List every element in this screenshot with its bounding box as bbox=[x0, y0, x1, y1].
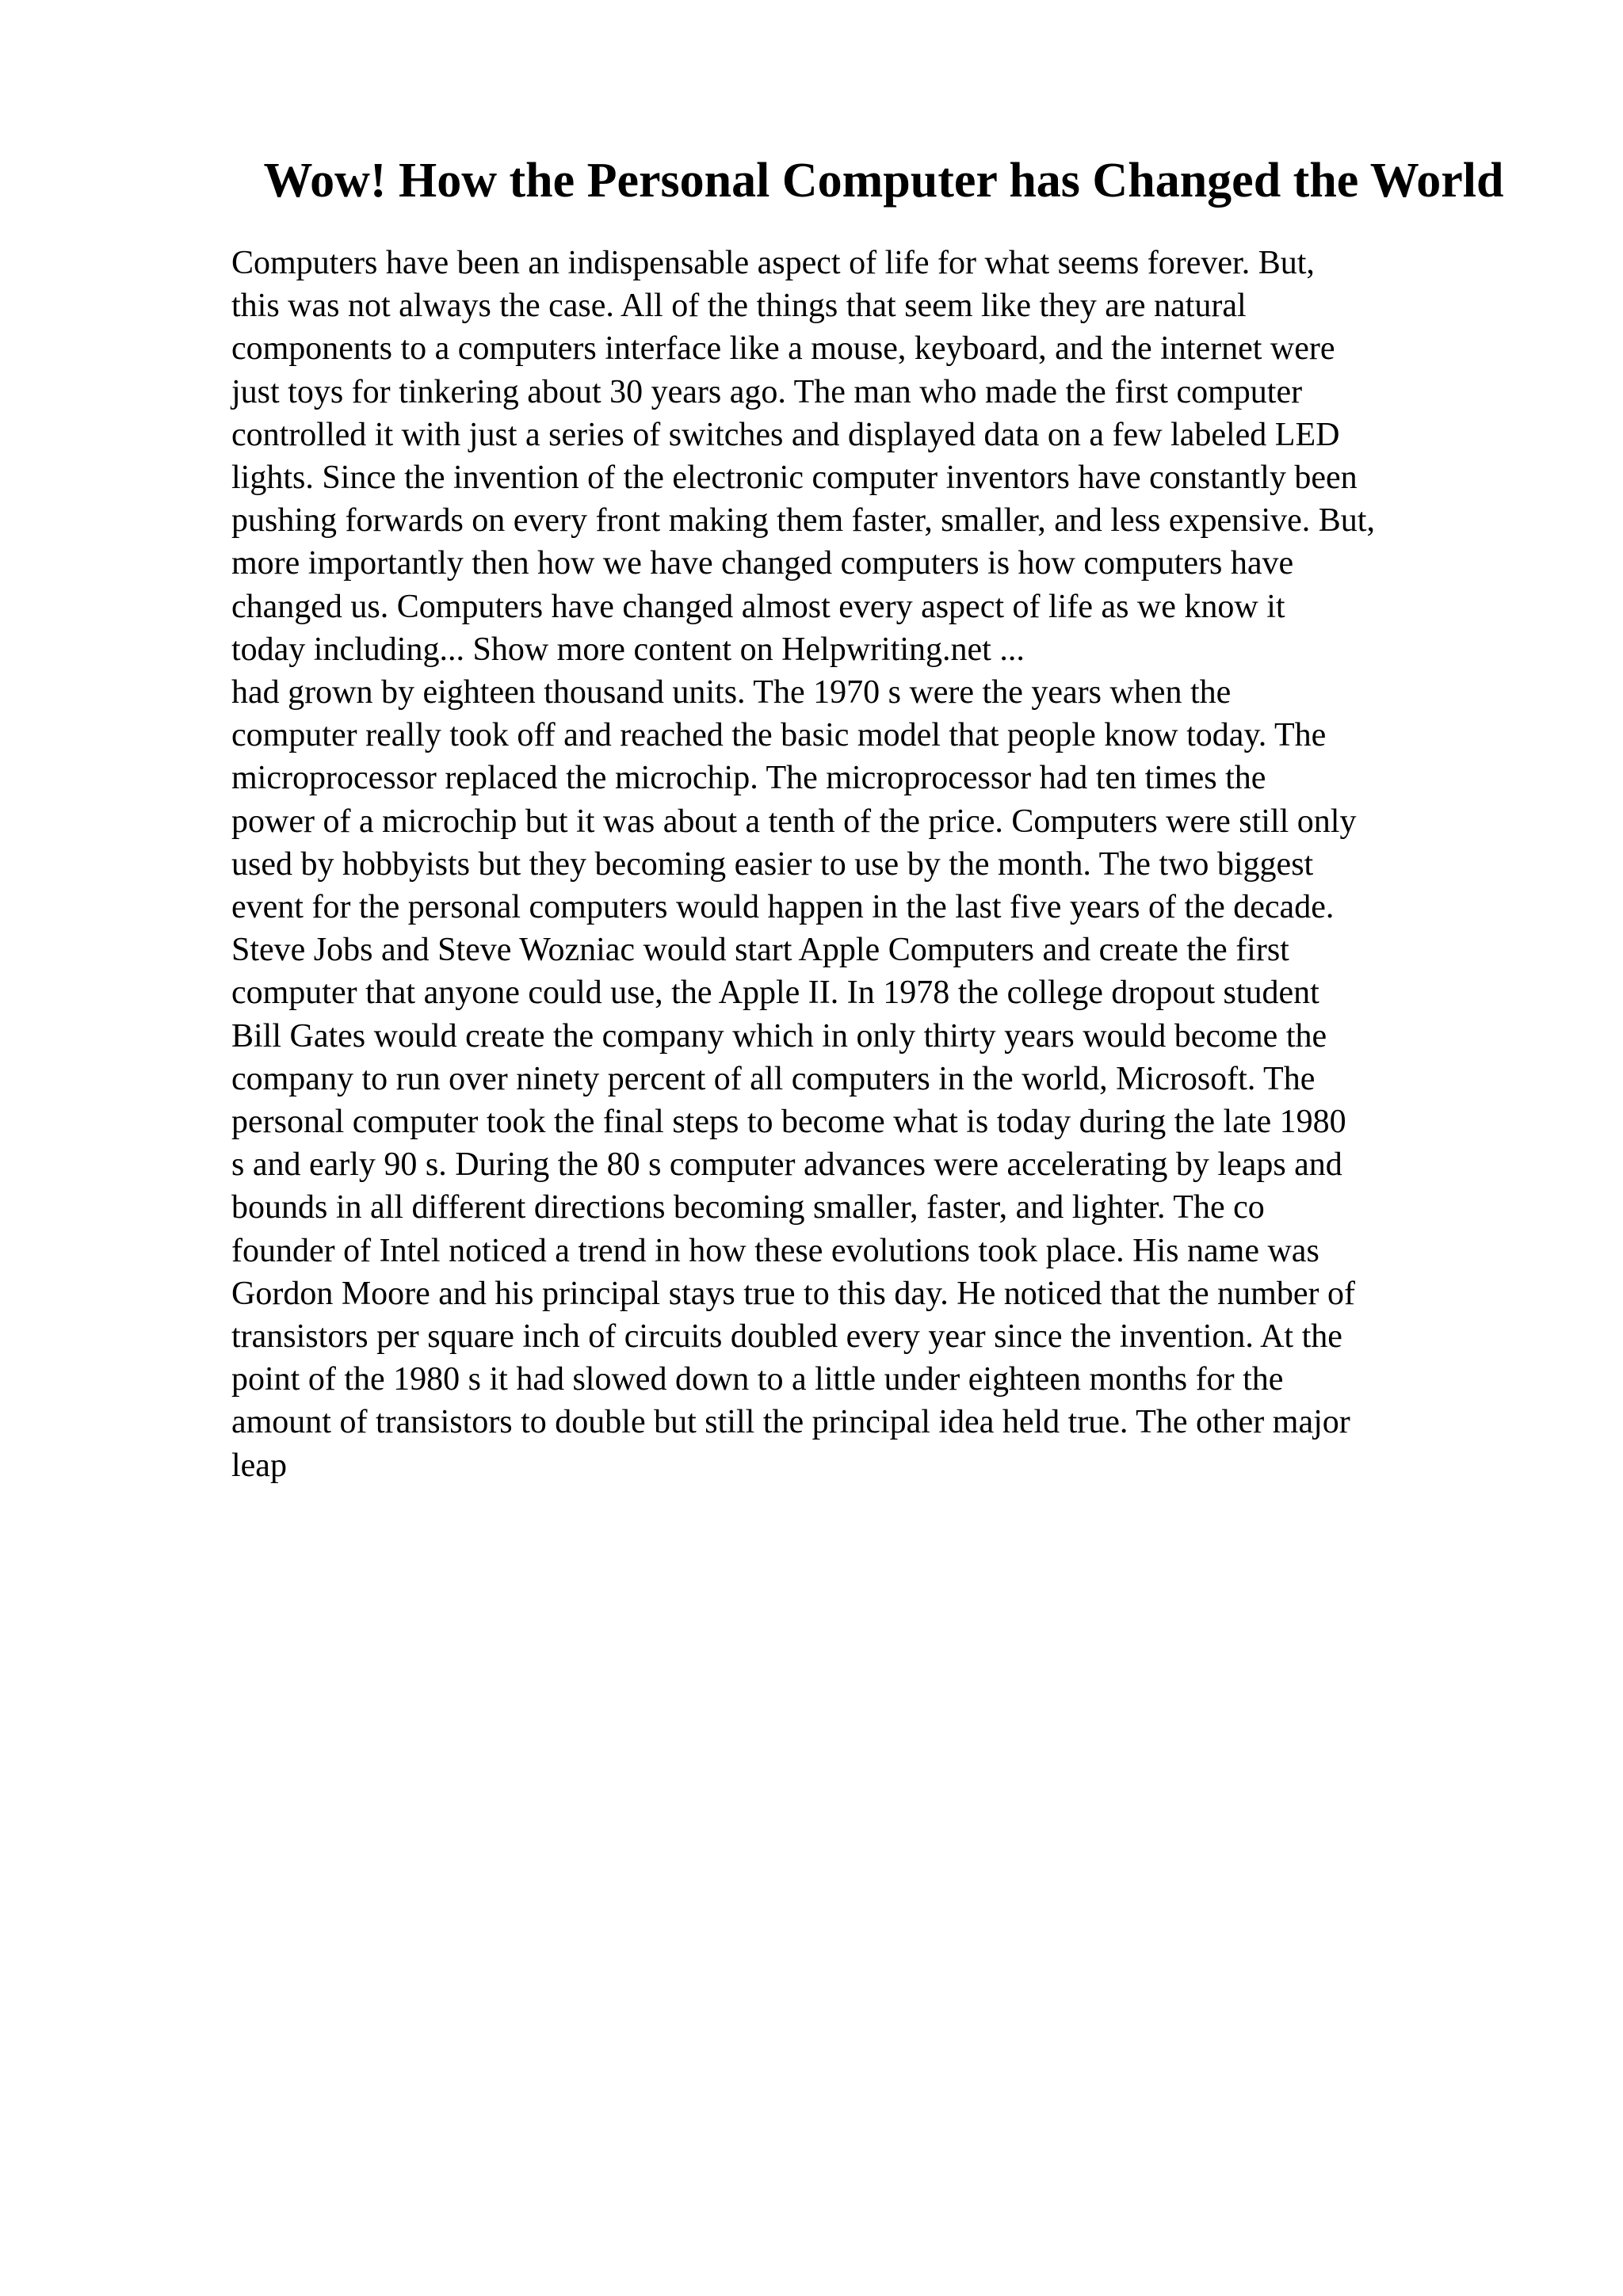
text-line: lights. Since the invention of the electronic computer inventors have constantly been bbox=[231, 460, 1358, 497]
body-text bbox=[231, 242, 1594, 1487]
text-line: this was not always the case. All of the things that seem like they are natural bbox=[231, 288, 1247, 325]
text-line: company to run over ninety percent of all computers in the world, Microsoft. The bbox=[231, 1060, 1316, 1097]
text-line: personal computer took the final steps to become what is today during the late 1980 bbox=[231, 1104, 1346, 1141]
text-line: just toys for tinkering about 30 years ago. The man who made the first computer bbox=[231, 373, 1303, 410]
text-line: founder of Intel noticed a trend in how these evolutions took place. His name was bbox=[231, 1232, 1319, 1269]
text-line: computer that anyone could use, the Apple II. In 1978 the college dropout student bbox=[231, 974, 1319, 1012]
text-line: Gordon Moore and his principal stays true to this day. He noticed that the number of bbox=[231, 1275, 1355, 1312]
text-line: leap bbox=[231, 1447, 287, 1484]
text-line: Computers have been an indispensable aspect of life for what seems forever. But, bbox=[231, 245, 1315, 281]
text-line: components to a computers interface like a mouse, keyboard, and the internet were bbox=[231, 330, 1335, 368]
text-line: computer really took off and reached the basic model that people know today. The bbox=[231, 717, 1327, 754]
page-title: Wow! How the Personal Computer has Changed the World bbox=[263, 154, 1504, 208]
text-line: had grown by eighteen thousand units. The 1970 s were the years when the bbox=[231, 674, 1232, 711]
text-line: pushing forwards on every front making them faster, smaller, and less expensive. But, bbox=[231, 502, 1375, 540]
text-line: used by hobbyists but they becoming easier to use by the month. The two biggest bbox=[231, 845, 1314, 883]
text-line: Steve Jobs and Steve Wozniac would start Apple Computers and create the first bbox=[231, 932, 1289, 969]
text-line: microprocessor replaced the microchip. The microprocessor had ten times the bbox=[231, 760, 1266, 797]
text-line: amount of transistors to double but still the principal idea held true. The other major bbox=[231, 1404, 1350, 1441]
text-line: bounds in all different directions becoming smaller, faster, and lighter. The co bbox=[231, 1189, 1265, 1226]
text-line: power of a microchip but it was about a tenth of the price. Computers were still only bbox=[231, 803, 1357, 840]
text-line: today including... Show more content on Helpwriting.net ... bbox=[231, 631, 1025, 668]
text-line: changed us. Computers have changed almost every aspect of life as we know it bbox=[231, 588, 1285, 625]
text-line: more importantly then how we have changed computers is how computers have bbox=[231, 545, 1294, 582]
text-line: event for the personal computers would happen in the last five years of the decade. bbox=[231, 889, 1335, 926]
text-line: s and early 90 s. During the 80 s computer advances were accelerating by leaps and bbox=[231, 1146, 1342, 1184]
text-line: controlled it with just a series of switches and displayed data on a few labeled LED bbox=[231, 416, 1340, 453]
text-line: Bill Gates would create the company which in only thirty years would become the bbox=[231, 1017, 1327, 1055]
text-line: point of the 1980 s it had slowed down to a little under eighteen months for the bbox=[231, 1361, 1284, 1398]
text-line: transistors per square inch of circuits doubled every year since the invention. At the bbox=[231, 1318, 1342, 1356]
